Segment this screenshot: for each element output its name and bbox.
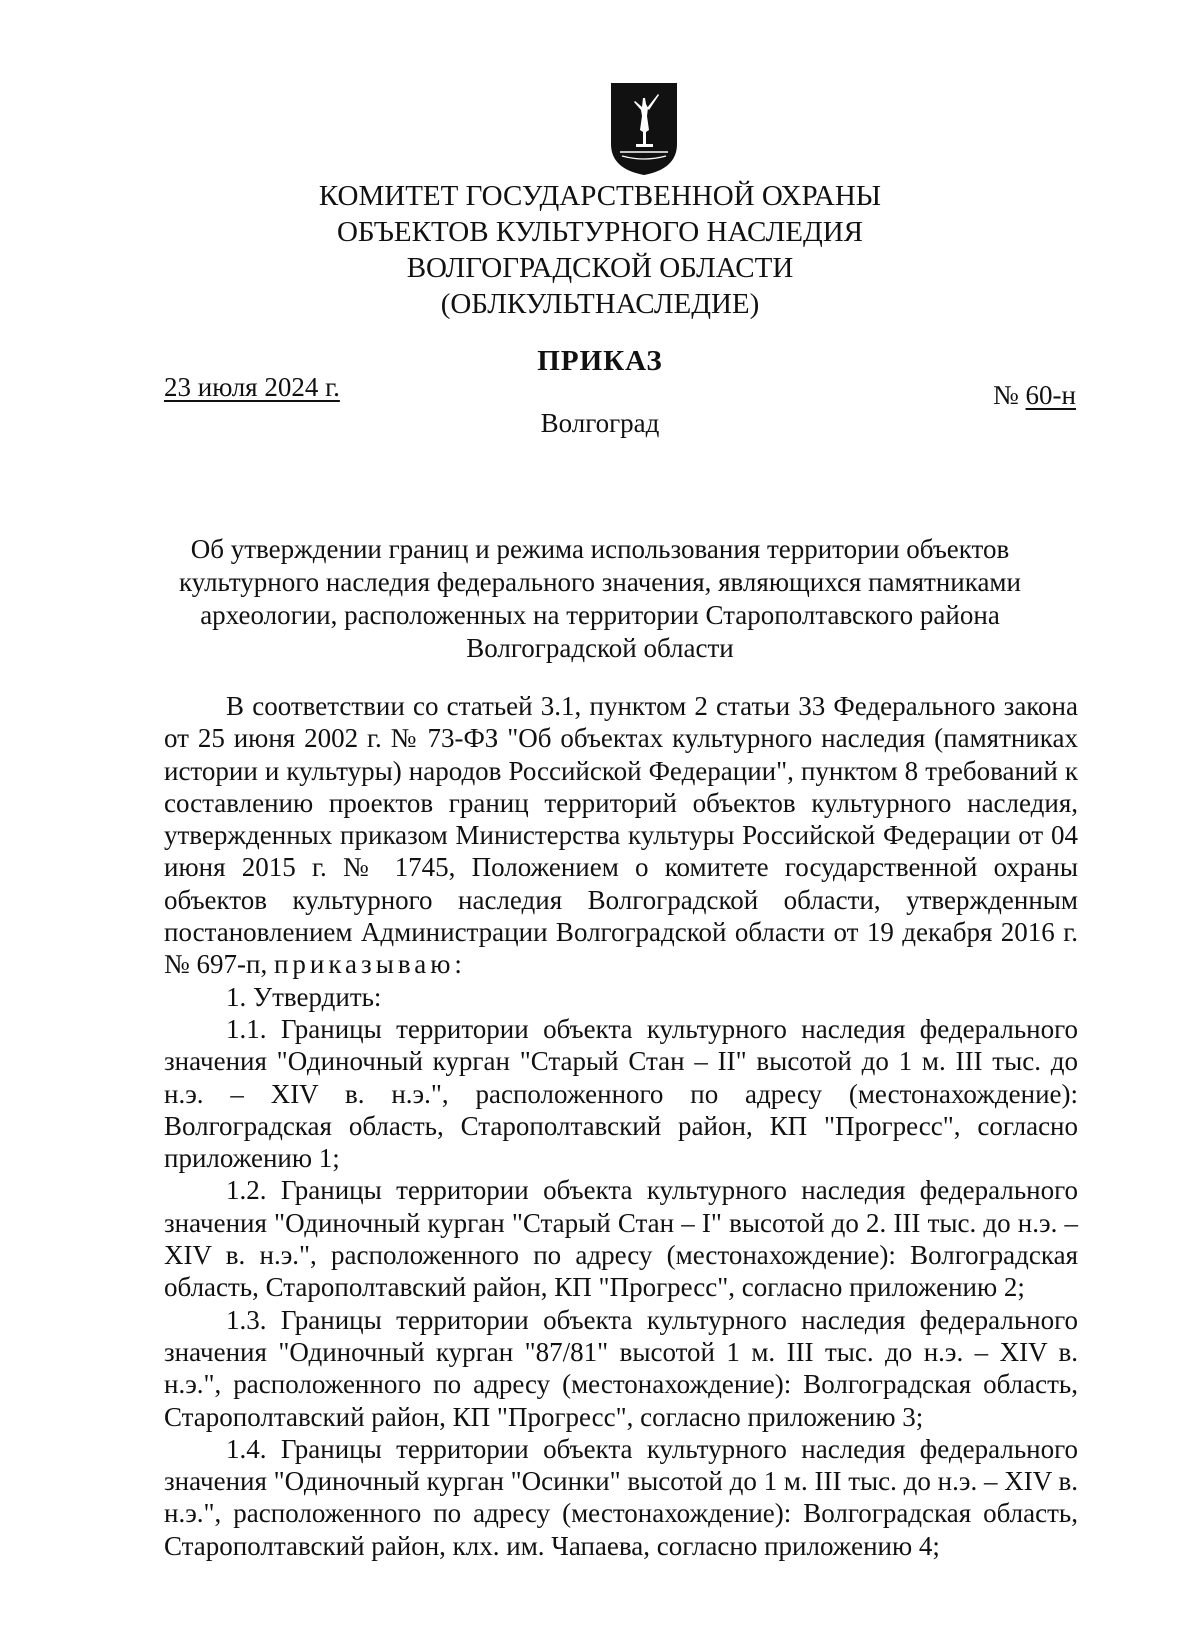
number-value: 60-н	[1025, 380, 1076, 410]
item-1-1: 1.1. Границы территории объекта культурного наследия федерального значения "Одиночный курган "Старый Стан – II" высотой до 1 м. III тыс. до н.э. – XIV в. н.э.", расположенного по адресу (местонахождение): Волгоградская область, Старополтавский район, КП "Прогресс", согласно приложению 1;	[164, 1013, 1078, 1174]
item-1-3: 1.3. Границы территории объекта культурного наследия федерального значения "Одиночный курган "87/81" высотой 1 м. III тыс. до н.э. – XIV в. н.э.", расположенного по адресу (местонахождение): Волгоградская область, Старополтавский район, КП "Прогресс", согласно приложению 3;	[164, 1304, 1078, 1432]
document-body	[164, 690, 1078, 1562]
document-date: 23 июля 2024 г.	[164, 372, 340, 402]
document-number	[993, 380, 1076, 411]
document-type: ПРИКАЗ	[537, 345, 663, 377]
document-title: Об утверждении границ и режима использования территории объектов культурного наследия федерального значения, являющихся памятниками археологии, расположенных на территории Старополтавского района Волгоградской области	[179, 534, 1021, 663]
coat-of-arms-icon	[610, 82, 678, 176]
item-1: 1. Утвердить:	[226, 981, 382, 1012]
preamble-text: В соответствии со статьей 3.1, пунктом 2 статьи 33 Федерального закона от 25 июня 2002 г. № 73-ФЗ "Об объектах культурного наследия (памятниках истории и культуры) народов Российской Федерации", пунктом 8 требований к составлению проектов границ территорий объектов культурного наследия, утвержденных приказом Министерства культуры Российской Федерации от 04 июня 2015 г. № 1745, Положением о комитете государственной охраны объектов культурного наследия Волгоградской области, утвержденным постановлением Администрации Волгоградской области от 19 декабря 2016 г. № 697-п,	[164, 691, 1078, 980]
header-line: ВОЛГОГРАДСКОЙ ОБЛАСТИ	[406, 252, 794, 284]
document-city: Волгоград	[540, 408, 660, 438]
number-prefix: №	[993, 380, 1026, 410]
organization-header	[0, 178, 1200, 322]
header-line: КОМИТЕТ ГОСУДАРСТВЕННОЙ ОХРАНЫ	[318, 180, 882, 212]
order-word: приказываю:	[273, 949, 466, 980]
header-line: (ОБЛКУЛЬТНАСЛЕДИЕ)	[440, 288, 760, 320]
item-1-2: 1.2. Границы территории объекта культурного наследия федерального значения "Одиночный курган "Старый Стан – I" высотой до 2. III тыс. до н.э. – XIV в. н.э.", расположенного по адресу (местонахождение): Волгоградская область, Старополтавский район, КП "Прогресс", согласно приложению 2;	[164, 1175, 1078, 1303]
item-1-4: 1.4. Границы территории объекта культурного наследия федерального значения "Одиночный курган "Осинки" высотой до 1 м. III тыс. до н.э. – XIV в. н.э.", расположенного по адресу (местонахождение): Волгоградская область, Старополтавский район, клх. им. Чапаева, согласно приложению 4;	[164, 1433, 1078, 1561]
preamble-paragraph	[164, 690, 1078, 981]
header-line: ОБЪЕКТОВ КУЛЬТУРНОГО НАСЛЕДИЯ	[336, 216, 864, 248]
